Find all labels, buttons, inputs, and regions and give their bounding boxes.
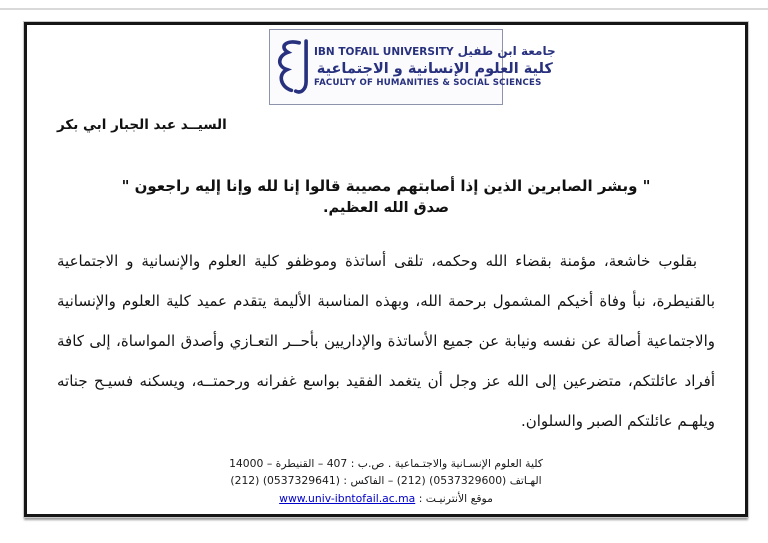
quote-attribution: صدق الله العظيم. (322, 200, 450, 216)
quote-verse: " وبشر الصابرين الذين إذا أصابتهم مصيبة قالوا إنا لله وإنا إليه راجعون " (121, 177, 651, 195)
recipient-name: السيــد عبد الجبار ابي بكر (57, 117, 227, 133)
condolence-paragraph: بقلوب خاشعة، مؤمنة بقضاء الله وحكمه، تلقى أساتذة وموظفو كلية العلوم والإنسانية و الاجتماعية بالقنيطرة، نبأ وفاة أخيكم المشمول برحمة الله، وبهذه المناسبة الأليمة يتقدم عميد كلية العلوم والإنسانية والاجتماعية أصالة عن نفسه ونيابة عن جميع الأساتذة والإداريين بأحــر التعـازي وأصدق المواساة، إلى كافة أفراد عائلتكم، متضرعين إلى الله عز وجل أن يتغمد الفقيد بواسع غفرانه ورحمتــه، ويسكنه فسيـح جناته ويلهـم عائلتكم الصبر والسلوان. (57, 252, 715, 430)
website-label: موقع الأنترنيـت : (418, 491, 493, 505)
university-name-ar: جامعة ابن طفيل (457, 44, 556, 59)
university-name-en: IBN TOFAIL UNIVERSITY (314, 46, 454, 59)
footer-address-line: كلية العلوم الإنسـانية والاجتـماعية . ص.ب : 407 – القنيطرة – 14000 (229, 456, 543, 470)
letterhead-text (314, 45, 556, 88)
page-frame (24, 22, 748, 517)
footer-website-line (27, 490, 745, 508)
ibn-tofail-university-logo-icon (274, 35, 314, 99)
fax-label: الفاكس : (343, 474, 385, 487)
quran-quote-block (27, 175, 745, 219)
footer-phone-fax-line (27, 472, 745, 490)
letter-footer (27, 455, 745, 508)
fax-number: (212) (0537329641) (230, 474, 340, 487)
scan-artifact-line (0, 8, 768, 10)
university-name-line (314, 45, 556, 59)
faculty-name-en: FACULTY OF HUMANITIES & SOCIAL SCIENCES (314, 77, 542, 88)
phone-number: (212) (0537329600) (396, 474, 507, 487)
phone-label: الهـاتف (509, 474, 542, 487)
website-link[interactable]: www.univ-ibntofail.ac.ma (279, 491, 416, 505)
phone-fax-separator: – (387, 474, 394, 487)
university-letterhead-box (269, 29, 556, 105)
faculty-name-ar: كلية العلوم الإنسانية و الاجتماعية (316, 61, 553, 78)
